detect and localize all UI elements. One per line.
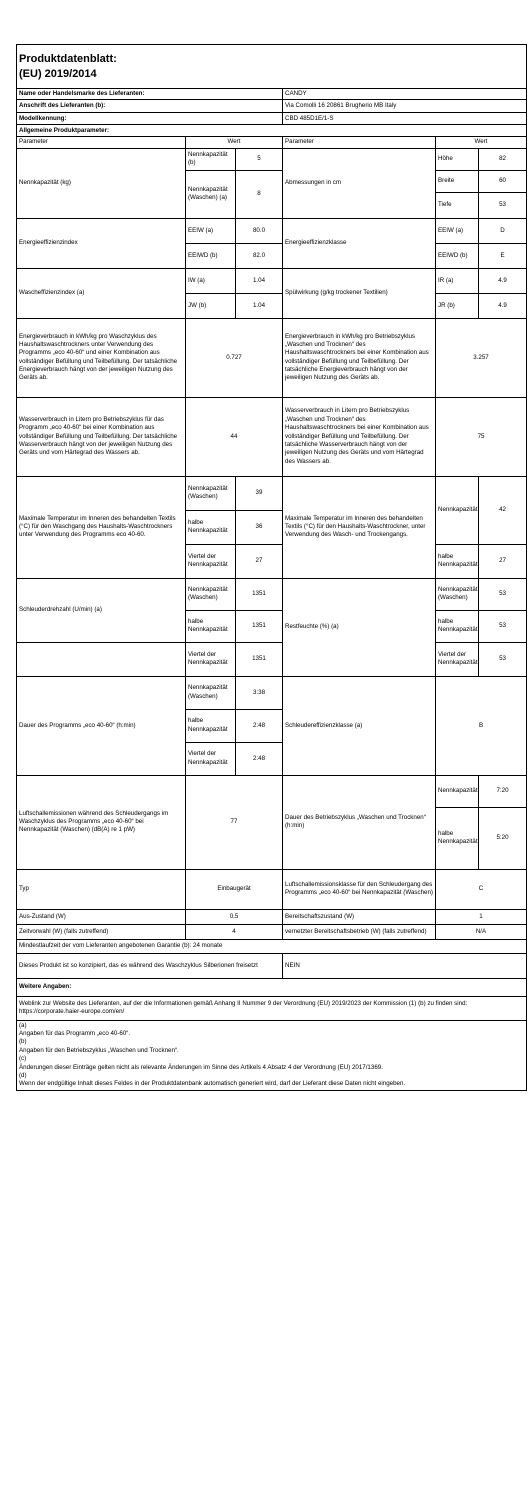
footnote-d: Wenn der endgültige Inhalt dieses Feldes in der Produktdatenbank automatisch generiert wird, darf der Lieferant diese Daten nicht eingeben. [19,1080,406,1088]
moisture-sub-2: halbe Nennkapazität [436,610,479,642]
eei-value-1: 80.0 [236,218,283,243]
duration-value-3: 2:48 [236,742,283,775]
spin-label: Schleuderdrehzahl (U/min) (a) [17,578,186,642]
spin-sub-1: Nennkapazität (Waschen) [186,578,236,610]
footnote-c: Änderungen dieser Einträge gelten nicht als relevante Änderungen im Sinne des Artikels 4 Absatz 4 der Verordnung (EU) 2017/1369. [19,1063,383,1071]
title-line-1: Produktdatenblatt: [19,53,117,66]
energy-wash-text: Energieverbrauch in kWh/kg pro Waschzyklus des Haushaltswaschtrockners unter Verwendung des Programms „eco 40-60“ und einer Kombination aus vollständiger Befüllung und Teilbefüllung. Der tatsächliche Energieverbrauch hängt von der jeweiligen Nutzung des Geräts ab. [17,318,186,397]
cycle-duration-value-2: 5:20 [479,807,527,869]
temp-wash-text: Maximale Temperatur im Inneren des behandelten Textils (°C) für den Waschgang des Haushalts-Waschtrockners unter Verwendung des Programms eco 40-60. [17,476,186,578]
moisture-value-1: 53 [479,578,527,610]
temp-wash-value-1: 39 [236,476,283,510]
duration-sub-2: halbe Nennkapazität [186,709,236,742]
spin-class-label: Schleudereffizienzklasse (a) [283,676,436,775]
footnote-b: Angaben für den Betriebszyklus „Waschen und Trocknen“. [19,1046,179,1054]
moisture-label: Restfeuchte (%) (a) [283,578,436,676]
temp-wash-value-2: 36 [236,510,283,544]
networked-standby-label: vernetzter Bereitschaftsbetrieb (W) (falls zutreffend) [283,924,436,939]
weblink-text: Weblink zur Website des Lieferanten, auf der die Informationen gemäß Anhang II Nummer 9 der Verordnung (EU) 2019/2023 der Kommission (1) (b) zu finden sind: https://corporate.haier-europe.com/en/ [17,996,527,1020]
duration-value-1: 3:38 [236,676,283,709]
dimensions-width-label: Breite [436,170,479,192]
wash-index-value-2: 1.04 [236,293,283,318]
spin-label-continued [17,642,186,676]
dimensions-depth-label: Tiefe [436,192,479,218]
energy-class-value-1: D [479,218,527,243]
wash-index-sub-2: JW (b) [186,293,236,318]
temp-wash-value-3: 27 [236,544,283,578]
type-value: Einbaugerät [186,869,283,909]
energy-wash-value: 0.727 [186,318,283,397]
cycle-duration-label: Dauer des Betriebszyklus „Waschen und Trocknen“ (h:min) [283,775,436,869]
cycle-duration-sub-2: halbe Nennkapazität [436,807,479,869]
water-wash-text: Wasserverbrauch in Litern pro Betriebszyklus für das Programm „eco 40-60“ bei einer Kombination aus vollständiger Befüllung und Teilbefüllung. Der tatsächliche Wasserverbrauch hängt von der jeweiligen Nutzung des Geräts und vom Härtegrad des Wassers ab. [17,397,186,476]
rinse-sub-2: JR (b) [436,293,479,318]
off-mode-value: 0.5 [186,909,283,924]
footnote-a: Angaben für das Programm „eco 40-60“. [19,1030,131,1038]
temp-wash-sub-1: Nennkapazität (Waschen) [186,476,236,510]
capacity-sub-2: Nennkapazität (Waschen) (a) [186,170,236,218]
model-label: Modellkennung: [17,113,283,125]
dimensions-width-value: 60 [479,170,527,192]
header-parameter-left: Parameter [17,137,186,148]
dimensions-depth-value: 53 [479,192,527,218]
rinse-sub-1: IR (a) [436,268,479,293]
water-wash-value: 44 [186,397,283,476]
temp-dry-sub-2: halbe Nennkapazität [436,544,479,578]
footnotes [17,1020,527,1090]
header-parameter-right: Parameter [283,137,436,148]
supplier-label: Name oder Handelsmarke des Lieferanten: [17,89,283,100]
silver-ions-label: Dieses Produkt ist so konzipiert, das es während des Waschzyklus Silberionen freisetzt [17,953,283,978]
capacity-label: Nennkapazität (kg) [17,148,186,218]
rinse-value-1: 4.9 [479,268,527,293]
wash-index-value-1: 1.04 [236,268,283,293]
rinse-label: Spülwirkung (g/kg trockener Textilien) [283,268,436,318]
spin-class-value: B [436,676,527,775]
moisture-value-3: 53 [479,642,527,676]
noise-value: 77 [186,775,283,869]
spin-value-2: 1351 [236,610,283,642]
cycle-duration-sub-1: Nennkapazität [436,775,479,807]
general-parameters-heading: Allgemeine Produktparameter: [17,125,527,137]
standby-value: 1 [436,909,527,924]
off-mode-label: Aus-Zustand (W) [17,909,186,924]
title-line-2: (EU) 2019/2014 [19,67,97,80]
networked-standby-value: N/A [436,924,527,939]
type-label: Typ [17,869,186,909]
spin-sub-2: halbe Nennkapazität [186,610,236,642]
temp-dry-value-2: 27 [479,544,527,578]
duration-label: Dauer des Programms „eco 40-60“ (h:min) [17,676,186,775]
energy-class-label: Energieeffizienzklasse [283,218,436,268]
header-value-right: Wert [436,137,527,148]
dimensions-label: Abmessungen in cm [283,148,436,218]
eei-value-2: 82.0 [236,243,283,268]
energy-class-value-2: E [479,243,527,268]
cycle-duration-value-1: 7:20 [479,775,527,807]
further-info-heading: Weitere Angaben: [17,978,527,996]
energy-dry-text: Energieverbrauch in kWh/kg pro Betriebszyklus „Waschen und Trocknen“ des Haushaltswaschtrockners bei einer Kombination aus vollständiger Befüllung und Teilbefüllung. Der tatsächliche Energieverbrauch hängt von der jeweiligen Nutzung des Geräts ab. [283,318,436,397]
duration-value-2: 2:48 [236,709,283,742]
eei-sub-2: EEIWD (b) [186,243,236,268]
moisture-sub-1: Nennkapazität (Waschen) [436,578,479,610]
address-value: Via Comolli 16 20861 Brugherio MB Italy [283,100,527,113]
spin-value-1: 1351 [236,578,283,610]
energy-dry-value: 3.257 [436,318,527,397]
delay-start-label: Zeitvorwahl (W) (falls zutreffend) [17,924,186,939]
footnote-b-marker: (b) [19,1038,27,1046]
eei-label: Energieeffizienzindex [17,218,186,268]
sheet-title [17,45,527,89]
energy-class-sub-2: EEIWD (b) [436,243,479,268]
moisture-sub-3: Viertel der Nennkapazität [436,642,479,676]
eei-sub-1: EEIW (a) [186,218,236,243]
delay-start-value: 4 [186,924,283,939]
temp-dry-text: Maximale Temperatur im Inneren des behandelten Textils (°C) für den Haushalts-Waschtrockner, unter Verwendung des Wasch- und Trockengangs. [283,476,436,578]
address-label: Anschrift des Lieferanten (b): [17,100,283,113]
footnote-c-marker: (c) [19,1055,27,1063]
temp-wash-sub-2: halbe Nennkapazität [186,510,236,544]
dimensions-height-value: 82 [479,148,527,170]
energy-class-sub-1: EEIW (a) [436,218,479,243]
temp-dry-sub-1: Nennkapazität [436,476,479,544]
warranty-line: Mindestlaufzeit der vom Lieferanten angebotenen Garantie (b): 24 monate [17,939,527,953]
capacity-value-1: 5 [236,148,283,170]
standby-label: Bereitschaftszustand (W) [283,909,436,924]
duration-sub-1: Nennkapazität (Waschen) [186,676,236,709]
dimensions-height-label: Höhe [436,148,479,170]
temp-wash-sub-3: Viertel der Nennkapazität [186,544,236,578]
footnote-d-marker: (d) [19,1071,27,1079]
capacity-sub-1: Nennkapazität (b) [186,148,236,170]
noise-class-value: C [436,869,527,909]
capacity-value-2: 8 [236,170,283,218]
wash-index-sub-1: IW (a) [186,268,236,293]
supplier-value: CANDY [283,89,527,100]
spin-sub-3: Viertel der Nennkapazität [186,642,236,676]
wash-index-label: Wascheffizienzindex (a) [17,268,186,318]
temp-dry-value-1: 42 [479,476,527,544]
duration-sub-3: Viertel der Nennkapazität [186,742,236,775]
rinse-value-2: 4.9 [479,293,527,318]
header-value-left: Wert [186,137,283,148]
silver-ions-value: NEIN [283,953,527,978]
water-dry-text: Wasserverbrauch in Litern pro Betriebszyklus „Waschen und Trocknen“ des Haushaltswaschtrockners bei einer Kombination aus vollständiger Befüllung und Teilbefüllung. Der tatsächliche Wasserverbrauch hängt von der jeweiligen Nutzung des Geräts und vom Härtegrad des Wassers ab. [283,397,436,476]
data-sheet-table [16,44,527,1091]
product-data-sheet [16,44,526,1091]
spin-value-3: 1351 [236,642,283,676]
noise-class-label: Luftschallemissionsklasse für den Schleudergang des Programms „eco 40-60“ bei Nennkapazität (Waschen) [283,869,436,909]
model-value: CBD 485D1E/1-S [283,113,527,125]
water-dry-value: 75 [436,397,527,476]
footnote-a-marker: (a) [19,1021,27,1029]
moisture-value-2: 53 [479,610,527,642]
noise-text: Luftschallemissionen während des Schleudergangs im Waschzyklus des Programms „eco 40-60“ bei Nennkapazität (Waschen) (dB(A) re 1 pW) [17,775,186,869]
